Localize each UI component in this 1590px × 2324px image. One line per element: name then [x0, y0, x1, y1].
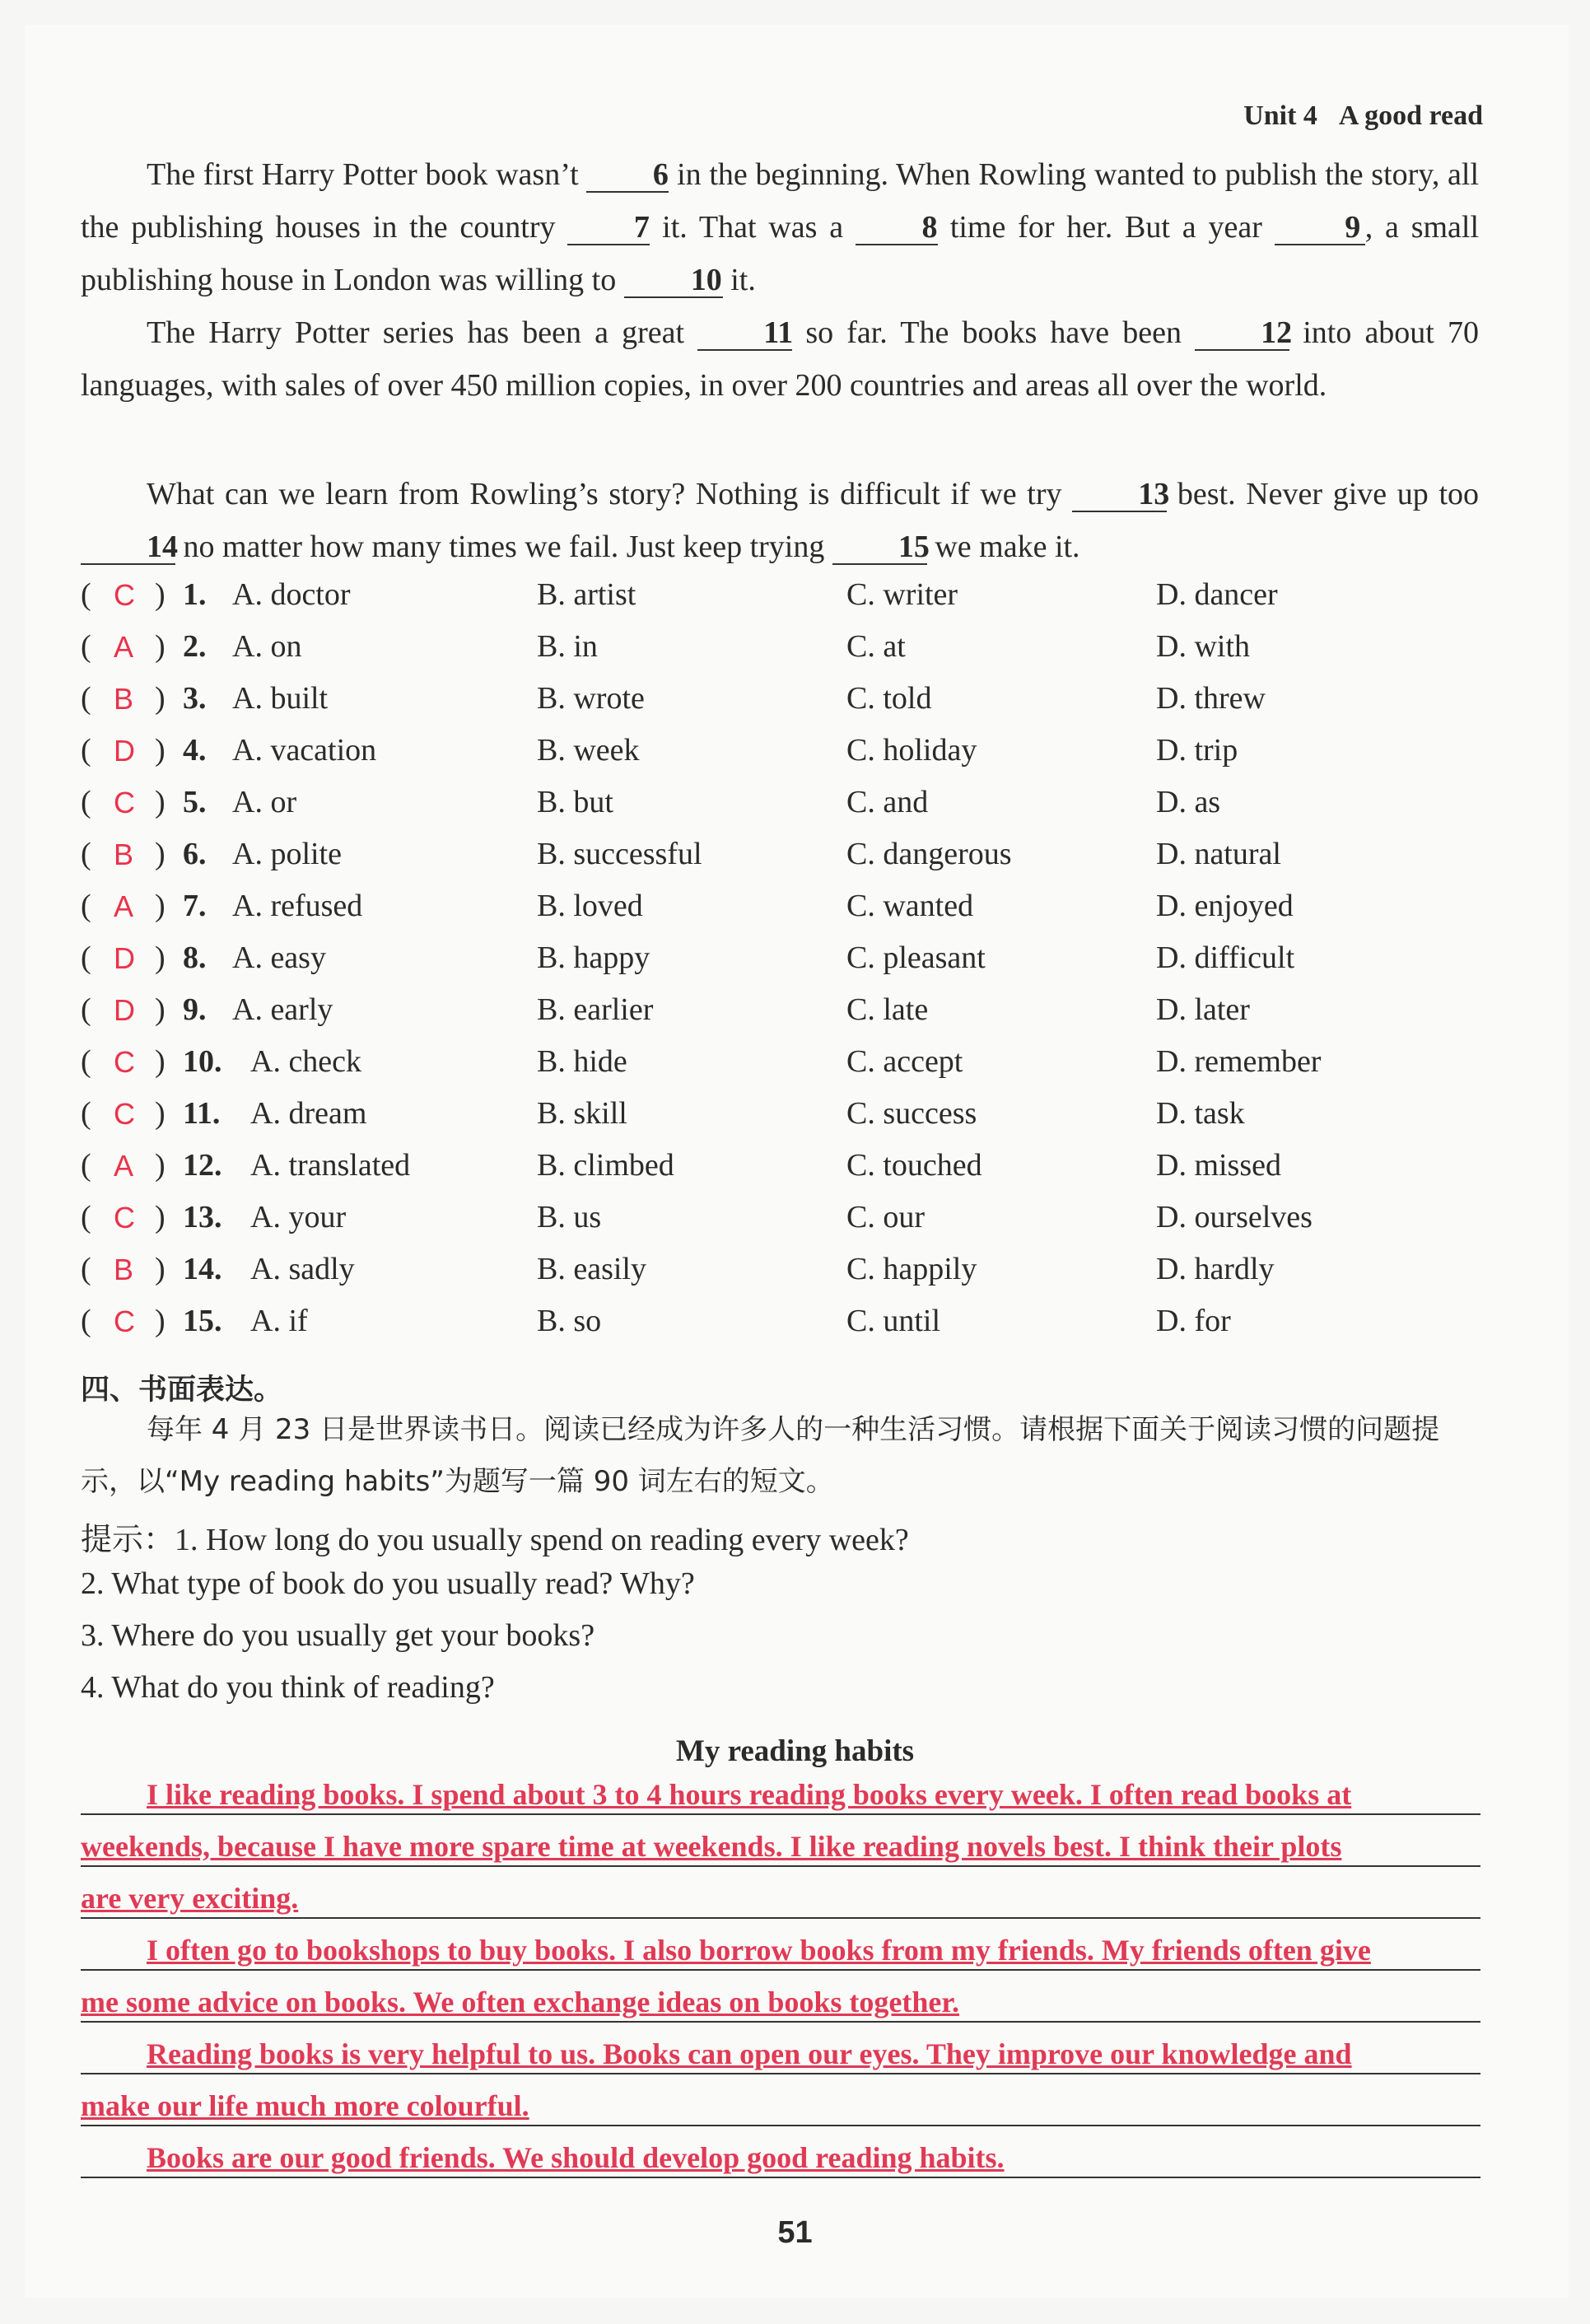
option-a: A. polite: [232, 837, 342, 871]
option-a: A. if: [250, 1304, 308, 1338]
option-c: C. accept: [846, 1044, 963, 1079]
option-d: D. remember: [1156, 1044, 1322, 1079]
text-run: no matter how many times we fail. Just keep trying: [183, 530, 825, 564]
question-number: 12.: [183, 1148, 222, 1183]
paren-open: (: [81, 785, 91, 819]
blank-10: 10: [624, 264, 723, 298]
question-row: [81, 784, 1513, 830]
answer-letter: C: [114, 1201, 135, 1234]
option-b: B. earlier: [537, 992, 654, 1027]
option-a: A. check: [250, 1044, 362, 1079]
blank-15: 15: [832, 530, 927, 565]
question-number: 7.: [183, 889, 207, 923]
prompt-4: 4. What do you think of reading?: [81, 1670, 495, 1705]
blank-7: 7: [567, 211, 650, 245]
essay-line-6: Reading books is very helpful to us. Books can open our eyes. They improve our knowledge and: [147, 2037, 1352, 2070]
passage-paragraph-3: [81, 468, 1479, 573]
option-b: B. us: [537, 1200, 602, 1234]
option-d: D. with: [1156, 629, 1250, 664]
question-row: [81, 732, 1513, 778]
option-c: C. holiday: [846, 733, 977, 768]
question-number: 4.: [183, 733, 207, 768]
answer-letter: A: [114, 1149, 134, 1183]
option-a: A. doctor: [232, 577, 351, 612]
answer-letter: C: [114, 786, 135, 819]
paren-open: (: [81, 940, 91, 975]
option-d: D. natural: [1156, 837, 1281, 871]
text-run: The Harry Potter series has been a great: [147, 315, 685, 350]
paren-open: (: [81, 889, 91, 923]
paren-close: ): [155, 1148, 166, 1183]
answer-letter: D: [114, 734, 135, 768]
question-row: [81, 628, 1513, 674]
essay-line-7: make our life much more colourful.: [81, 2089, 529, 2122]
option-b: B. successful: [537, 837, 702, 871]
question-row: [81, 1147, 1513, 1193]
blank-13: 13: [1072, 478, 1167, 512]
option-d: D. enjoyed: [1156, 889, 1294, 923]
option-b: B. hide: [537, 1044, 627, 1079]
paren-close: ): [155, 889, 166, 923]
text-run: it.: [730, 263, 756, 297]
prompt-2: 2. What type of book do you usually read? Why?: [81, 1566, 695, 1601]
question-row: [81, 576, 1513, 623]
essay-line-8: Books are our good friends. We should develop good reading habits.: [147, 2141, 1005, 2174]
paren-open: (: [81, 681, 91, 716]
question-number: 11.: [183, 1096, 221, 1131]
question-number: 14.: [183, 1252, 222, 1286]
paren-close: ): [155, 940, 166, 975]
text-run: What can we learn from Rowling’s story? Nothing is difficult if we try: [147, 477, 1062, 511]
question-number: 3.: [183, 681, 207, 716]
blank-12: 12: [1195, 316, 1289, 351]
option-a: A. early: [232, 992, 333, 1027]
paren-close: ): [155, 1096, 166, 1131]
paren-open: (: [81, 1252, 91, 1286]
option-c: C. pleasant: [846, 940, 986, 975]
option-d: D. ourselves: [1156, 1200, 1313, 1234]
option-b: B. but: [537, 785, 613, 819]
option-c: C. at: [846, 629, 906, 664]
question-number: 9.: [183, 992, 207, 1027]
option-c: C. success: [846, 1096, 977, 1131]
option-d: D. dancer: [1156, 577, 1278, 612]
option-c: C. our: [846, 1200, 925, 1234]
option-c: C. late: [846, 992, 929, 1027]
prompt-1: 提示：1. How long do you usually spend on reading every week?: [81, 1523, 909, 1557]
answer-letter: C: [114, 578, 135, 612]
text-run: it. That was a: [662, 210, 844, 245]
answer-letter: C: [114, 1045, 135, 1079]
option-b: B. happy: [537, 940, 650, 975]
paren-open: (: [81, 1148, 91, 1183]
text-run: time for her. But a year: [949, 210, 1262, 245]
option-b: B. skill: [537, 1096, 627, 1131]
option-a: A. built: [232, 681, 329, 716]
option-b: B. week: [537, 733, 640, 768]
question-row: [81, 1095, 1513, 1141]
option-b: B. wrote: [537, 681, 645, 716]
paren-open: (: [81, 1200, 91, 1234]
option-b: B. artist: [537, 577, 636, 612]
essay-line-1: I like reading books. I spend about 3 to 4 hours reading books every week. I often read books at: [147, 1778, 1352, 1811]
text-run: so far. The books have been: [805, 315, 1182, 350]
option-c: C. happily: [846, 1252, 977, 1286]
answer-letter: C: [114, 1097, 135, 1131]
essay-title: My reading habits: [675, 1734, 915, 1768]
essay-line-3: are very exciting.: [81, 1882, 299, 1915]
answer-letter: B: [114, 838, 134, 871]
page-number: 51: [777, 2215, 813, 2250]
paren-open: (: [81, 992, 91, 1027]
paren-close: ): [155, 681, 166, 716]
answer-letter: D: [114, 941, 135, 975]
option-a: A. vacation: [232, 733, 377, 768]
paren-open: (: [81, 1304, 91, 1338]
option-d: D. trip: [1156, 733, 1238, 768]
passage-paragraph-2: [81, 306, 1479, 412]
option-d: D. difficult: [1156, 940, 1295, 975]
option-c: C. writer: [846, 577, 958, 612]
unit-title: A good read: [1338, 100, 1483, 131]
option-d: D. for: [1156, 1304, 1231, 1338]
paren-close: ): [155, 1252, 166, 1286]
text-run: , a small publishing house in London was willing to: [81, 210, 1480, 297]
text-run: we make it.: [935, 530, 1080, 564]
option-c: C. told: [846, 681, 932, 716]
option-d: D. threw: [1156, 681, 1266, 716]
paren-open: (: [81, 733, 91, 768]
question-number: 5.: [183, 785, 207, 819]
page-header: [1243, 100, 1483, 132]
option-b: B. easily: [537, 1252, 646, 1286]
paren-close: ): [155, 992, 166, 1027]
option-c: C. dangerous: [846, 837, 1012, 871]
option-c: C. touched: [846, 1148, 982, 1183]
blank-6: 6: [586, 158, 669, 193]
answer-letter: B: [114, 1253, 134, 1286]
option-b: B. in: [537, 629, 598, 664]
option-b: B. climbed: [537, 1148, 674, 1183]
question-number: 15.: [183, 1304, 222, 1338]
question-number: 8.: [183, 940, 207, 975]
option-d: D. task: [1156, 1096, 1245, 1131]
paren-close: ): [155, 629, 166, 664]
option-d: D. later: [1156, 992, 1250, 1027]
option-b: B. so: [537, 1304, 602, 1338]
section-4-title: 四、书面表达。: [81, 1374, 283, 1407]
text-run: in the beginning. When Rowling wanted to publish the story, all the publishing houses in the country: [81, 157, 1479, 245]
option-a: A. refused: [232, 889, 363, 923]
question-row: [81, 836, 1513, 882]
paren-close: ): [155, 1044, 166, 1079]
option-a: A. easy: [232, 940, 326, 975]
paren-open: (: [81, 1096, 91, 1131]
option-a: A. your: [250, 1200, 347, 1234]
question-number: 2.: [183, 629, 207, 664]
answer-letter: A: [114, 630, 134, 664]
question-row: [81, 888, 1513, 934]
option-d: D. missed: [1156, 1148, 1281, 1183]
question-row: [81, 1251, 1513, 1297]
essay-line-2: weekends, because I have more spare time at weekends. I like reading novels best. I think their plots: [81, 1830, 1342, 1863]
option-a: A. translated: [250, 1148, 411, 1183]
answer-letter: B: [114, 682, 134, 716]
blank-14: 14: [81, 530, 175, 565]
question-row: [81, 1303, 1513, 1349]
option-a: A. sadly: [250, 1252, 355, 1286]
answer-letter: D: [114, 993, 135, 1027]
question-row: [81, 1199, 1513, 1245]
writing-task-intro: 每年 4 月 23 日是世界读书日。阅读已经成为许多人的一种生活习惯。请根据下面关于阅读习惯的问题提示，以“My reading habits”为题写一篇 90 词左右的短文。: [81, 1413, 1440, 1498]
question-number: 6.: [183, 837, 207, 871]
answer-letter: C: [114, 1304, 135, 1338]
essay-line-5: me some advice on books. We often exchange ideas on books together.: [81, 1986, 960, 2018]
paren-open: (: [81, 1044, 91, 1079]
option-b: B. loved: [537, 889, 643, 923]
option-a: A. dream: [250, 1096, 367, 1131]
question-number: 13.: [183, 1200, 222, 1234]
text-run: into about 70 languages, with sales of over 450 million copies, in over 200 countries and areas all over the world.: [81, 315, 1479, 403]
question-number: 1.: [183, 577, 207, 612]
paren-close: ): [155, 1304, 166, 1338]
text-run: best. Never give up too: [1177, 477, 1480, 511]
option-c: C. wanted: [846, 889, 974, 923]
question-number: 10.: [183, 1044, 222, 1079]
option-d: D. hardly: [1156, 1252, 1275, 1286]
blank-8: 8: [856, 211, 938, 245]
paren-close: ): [155, 577, 166, 612]
blank-9: 9: [1275, 211, 1365, 245]
passage-paragraph-1: [81, 148, 1479, 306]
option-a: A. on: [232, 629, 302, 664]
paren-open: (: [81, 577, 91, 612]
question-row: [81, 992, 1513, 1038]
blank-11: 11: [697, 316, 792, 351]
unit-label: Unit 4: [1243, 100, 1317, 131]
question-row: [81, 1043, 1513, 1090]
paren-open: (: [81, 837, 91, 871]
question-row: [81, 940, 1513, 986]
essay-line-4: I often go to bookshops to buy books. I also borrow books from my friends. My friends often give: [147, 1934, 1371, 1967]
paren-close: ): [155, 837, 166, 871]
prompt-3: 3. Where do you usually get your books?: [81, 1618, 595, 1653]
option-c: C. until: [846, 1304, 941, 1338]
option-c: C. and: [846, 785, 929, 819]
option-a: A. or: [232, 785, 297, 819]
paren-close: ): [155, 733, 166, 768]
paren-close: ): [155, 785, 166, 819]
question-row: [81, 680, 1513, 726]
option-d: D. as: [1156, 785, 1221, 819]
text-run: The first Harry Potter book wasn’t: [147, 157, 579, 192]
paren-close: ): [155, 1200, 166, 1234]
answer-letter: A: [114, 889, 134, 923]
paren-open: (: [81, 629, 91, 664]
